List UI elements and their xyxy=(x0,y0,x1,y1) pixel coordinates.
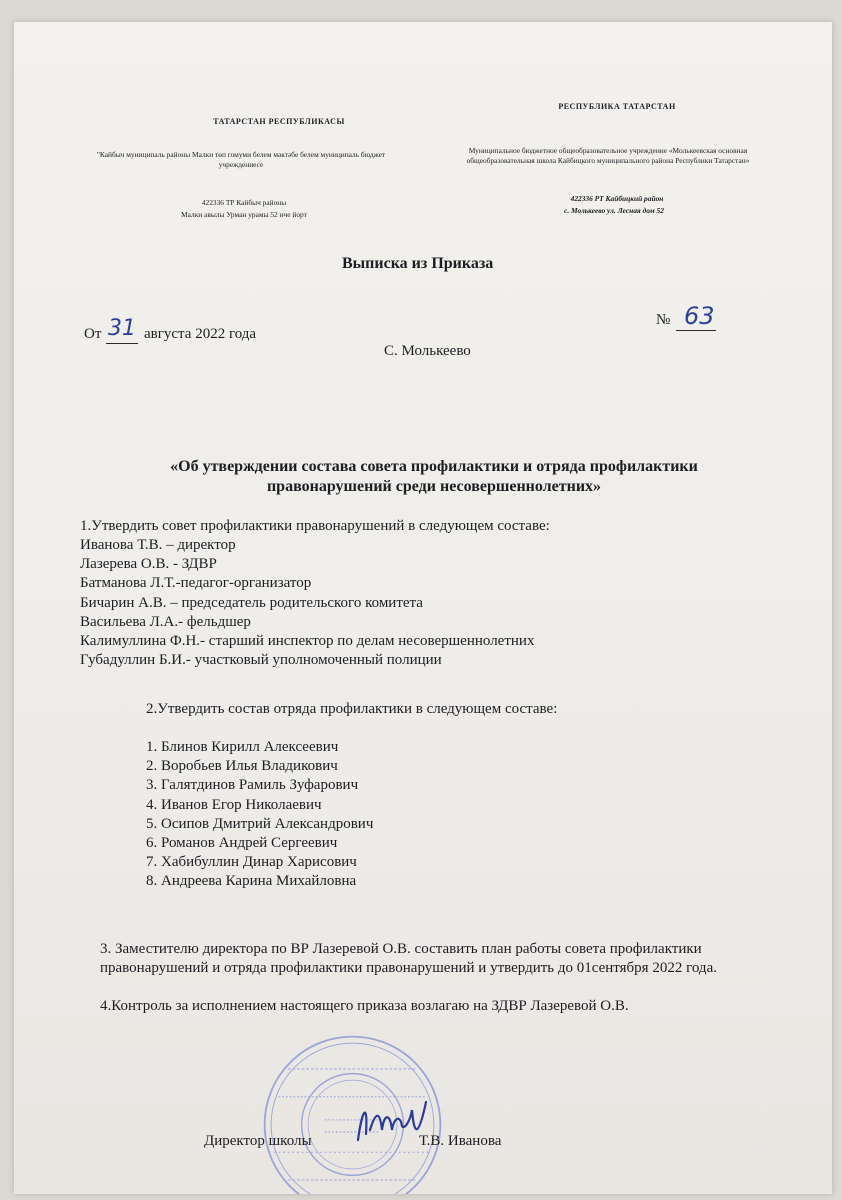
date-day-handwritten: 31 xyxy=(108,316,136,341)
section1-members-list xyxy=(80,536,534,670)
section1-member: Васильева Л.А.- фельдшер xyxy=(80,613,251,630)
section2-member: 4. Иванов Егор Николаевич xyxy=(146,796,322,813)
section2-member: 1. Блинов Кирилл Алексеевич xyxy=(146,739,339,755)
header-left-title: ТАТАРСТАН РЕСПУБЛИКАСЫ xyxy=(213,117,345,126)
date-prefix: От xyxy=(84,326,102,342)
order-heading-line2: правонарушений среди несовершеннолетних» xyxy=(266,478,602,495)
section2-members-list xyxy=(146,738,373,892)
header-left-address-line1: 422336 ТР Кайбыч районы xyxy=(201,198,287,207)
header-right-title: РЕСПУБЛИКА ТАТАРСТАН xyxy=(558,102,676,111)
document-title: Выписка из Приказа xyxy=(342,255,494,272)
document-page xyxy=(14,22,832,1194)
section2-member: 5. Осипов Дмитрий Александрович xyxy=(146,815,374,832)
header-left-org: "Кайбыч муниципаль районы Малки төп гомуми белем мәктәбе белем муниципаль бюджет учреждениесе xyxy=(96,150,386,169)
header-right-address-line1: 422336 РТ Кайбицкий район xyxy=(570,194,664,203)
section2-member: 7. Хабибуллин Динар Харисович xyxy=(146,854,357,871)
date-rest: августа 2022 года xyxy=(144,326,257,342)
header-right-address-line2: с. Молькеево ул. Лесная дом 52 xyxy=(564,206,664,215)
signature-role: Директор школы xyxy=(204,1133,312,1149)
header-left-address-line2: Малки авылы Урман урамы 52 нче йорт xyxy=(181,210,307,219)
section3-paragraph: 3. Заместителю директора по ВР Лазеревой О.В. составить план работы совета профилактики правонарушений и отряда профилактики правонарушений и утвердить до 01сентября 2022 года. xyxy=(100,941,717,976)
section2-member: 2. Воробьев Илья Владикович xyxy=(146,758,338,775)
order-number-label: № xyxy=(656,312,671,328)
order-number-handwritten: 63 xyxy=(684,302,715,330)
section4-paragraph: 4.Контроль за исполнением настоящего приказа возлагаю на ЗДВР Лазеревой О.В. xyxy=(100,998,629,1014)
section2-member: 8. Андреева Карина Михайловна xyxy=(146,873,357,890)
section2-member: 3. Галятдинов Рамиль Зуфарович xyxy=(146,777,359,794)
section1-member: Иванова Т.В. – директор xyxy=(80,537,236,553)
header-right-org: Муниципальное бюджетное общеобразовательное учреждение «Молькеевская основная общеобразовательная школа Кайбицкого муниципального района Республики Татарстан» xyxy=(466,146,750,165)
date-day-underline xyxy=(106,343,138,344)
section2-title: 2.Утвердить состав отряда профилактики в следующем составе: xyxy=(146,701,558,717)
section2-member: 6. Романов Андрей Сергеевич xyxy=(146,835,338,852)
section1-member: Калимуллина Ф.Н.- старший инспектор по делам несовершеннолетних xyxy=(80,633,535,650)
section1-title: 1.Утвердить совет профилактики правонарушений в следующем составе: xyxy=(80,518,550,534)
order-number-underline xyxy=(676,330,716,331)
section1-member: Батманова Л.Т.-педагог-организатор xyxy=(80,575,312,592)
place: С. Молькеево xyxy=(384,343,471,359)
signature-name: Т.В. Иванова xyxy=(419,1133,502,1149)
section1-member: Бичарин А.В. – председатель родительского комитета xyxy=(80,594,423,611)
section1-member: Губадуллин Б.И.- участковый уполномоченный полиции xyxy=(80,652,442,669)
order-heading-line1: «Об утверждении состава совета профилактики и отряда профилактики xyxy=(170,458,698,475)
section1-member: Лазерева О.В. - ЗДВР xyxy=(80,556,217,573)
